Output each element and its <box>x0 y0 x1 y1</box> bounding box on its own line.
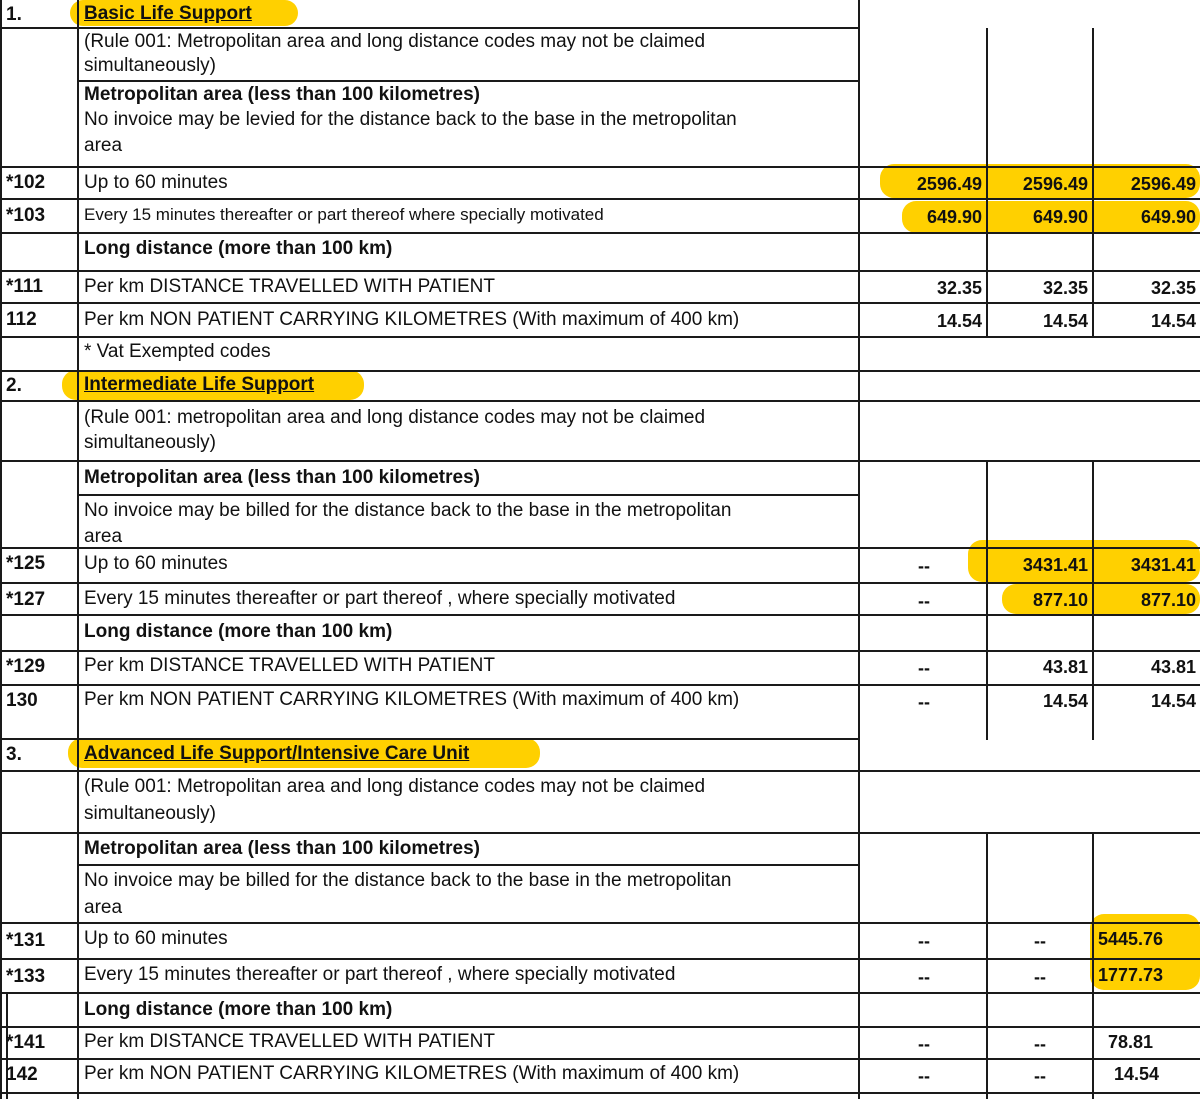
value-cell: 649.90 <box>1140 207 1196 227</box>
value-cell: 3431.41 <box>1022 555 1088 575</box>
value-cell: -- <box>918 1066 930 1086</box>
description-cell: Per km DISTANCE TRAVELLED WITH PATIENT <box>84 276 496 297</box>
metro-note: area <box>84 135 123 156</box>
description-cell: Up to 60 minutes <box>84 928 228 949</box>
grid-line <box>0 400 1200 402</box>
value-cell: -- <box>918 931 930 951</box>
grid-line <box>0 582 1200 584</box>
grid-line <box>0 1092 1200 1094</box>
description-cell: Per km NON PATIENT CARRYING KILOMETRES (With maximum of 400 km) <box>84 309 740 330</box>
rule-text: (Rule 001: Metropolitan area and long distance codes may not be claimed <box>84 776 706 797</box>
grid-line <box>0 232 1200 234</box>
long-heading: Long distance (more than 100 km) <box>84 621 393 642</box>
code-cell: *129 <box>6 656 46 677</box>
description-cell: Every 15 minutes thereafter or part thereof , where specially motivated <box>84 964 676 985</box>
code-cell: *133 <box>6 966 46 987</box>
value-cell: 2596.49 <box>1022 174 1088 194</box>
footnote: * Vat Exempted codes <box>84 341 271 362</box>
value-cell: -- <box>918 1034 930 1054</box>
value-cell: 43.81 <box>1150 657 1196 677</box>
long-heading: Long distance (more than 100 km) <box>84 999 393 1020</box>
grid-line <box>0 738 860 740</box>
metro-note: area <box>84 526 123 547</box>
grid-line <box>0 922 1200 924</box>
grid-line <box>0 370 1200 372</box>
grid-line <box>0 1058 1200 1060</box>
value-cell: 32.35 <box>1042 278 1088 298</box>
value-cell: 649.90 <box>926 207 982 227</box>
rule-text: simultaneously) <box>84 803 216 824</box>
description-cell: Up to 60 minutes <box>84 172 228 193</box>
rule-text: simultaneously) <box>84 432 216 453</box>
description-cell: Per km NON PATIENT CARRYING KILOMETRES (With maximum of 400 km) <box>84 689 740 710</box>
grid-line <box>0 27 860 29</box>
grid-line <box>0 302 1200 304</box>
value-cell: 2596.49 <box>916 174 982 194</box>
metro-note: No invoice may be levied for the distance back to the base in the metropolitan <box>84 109 737 130</box>
value-cell: -- <box>918 967 930 987</box>
value-cell: -- <box>1034 1066 1046 1086</box>
grid-line <box>77 0 79 1099</box>
grid-line <box>0 336 1200 338</box>
grid-line <box>0 650 1200 652</box>
code-cell: *102 <box>6 172 46 193</box>
value-cell: -- <box>918 658 930 678</box>
code-cell: *127 <box>6 589 46 610</box>
rule-text: (Rule 001: metropolitan area and long distance codes may not be claimed <box>84 407 706 428</box>
code-cell: *131 <box>6 930 46 951</box>
value-cell: -- <box>918 692 930 712</box>
grid-line <box>0 547 1200 549</box>
grid-line <box>0 614 1200 616</box>
rule-text: (Rule 001: Metropolitan area and long distance codes may not be claimed <box>84 31 706 52</box>
grid-line <box>0 460 1200 462</box>
value-cell: 32.35 <box>936 278 982 298</box>
value-cell: 1777.73 <box>1098 965 1164 985</box>
section-title: Intermediate Life Support <box>84 374 315 395</box>
metro-heading: Metropolitan area (less than 100 kilometres) <box>84 838 480 859</box>
grid-line <box>0 992 1200 994</box>
value-cell: 14.54 <box>936 311 982 331</box>
code-cell: *111 <box>6 276 43 297</box>
grid-line <box>1092 832 1094 1099</box>
code-cell: *125 <box>6 553 46 574</box>
grid-line <box>0 832 1200 834</box>
metro-heading: Metropolitan area (less than 100 kilometres) <box>84 467 480 488</box>
grid-line <box>0 198 1200 200</box>
section-number: 1. <box>6 4 22 25</box>
metro-note: No invoice may be billed for the distance back to the base in the metropolitan <box>84 870 732 891</box>
value-cell: 877.10 <box>1032 590 1088 610</box>
description-cell: Every 15 minutes thereafter or part thereof where specially motivated <box>84 205 604 224</box>
value-cell: 43.81 <box>1042 657 1088 677</box>
value-cell: -- <box>1034 931 1046 951</box>
value-cell: 5445.76 <box>1098 929 1164 949</box>
rule-text: simultaneously) <box>84 55 216 76</box>
value-cell: -- <box>1034 1034 1046 1054</box>
grid-line <box>0 684 1200 686</box>
code-cell: *103 <box>6 205 46 226</box>
grid-line <box>78 80 860 82</box>
value-cell: 649.90 <box>1032 207 1088 227</box>
value-cell: 32.35 <box>1150 278 1196 298</box>
metro-note: No invoice may be billed for the distance back to the base in the metropolitan <box>84 500 732 521</box>
section-number: 2. <box>6 375 22 396</box>
grid-line <box>0 270 1200 272</box>
value-cell: 14.54 <box>1150 311 1196 331</box>
value-cell: 14.54 <box>1042 691 1088 711</box>
value-cell: 14.54 <box>1114 1064 1160 1084</box>
value-cell: 877.10 <box>1140 590 1196 610</box>
value-cell: 2596.49 <box>1130 174 1196 194</box>
description-cell: Per km DISTANCE TRAVELLED WITH PATIENT <box>84 655 496 676</box>
code-cell: 130 <box>6 690 38 711</box>
grid-line <box>0 0 2 1099</box>
grid-line <box>0 958 1200 960</box>
metro-heading: Metropolitan area (less than 100 kilometres) <box>84 84 480 105</box>
value-cell: -- <box>918 556 930 576</box>
value-cell: -- <box>1034 967 1046 987</box>
description-cell: Per km DISTANCE TRAVELLED WITH PATIENT <box>84 1031 496 1052</box>
value-cell: 78.81 <box>1108 1032 1154 1052</box>
value-cell: 14.54 <box>1042 311 1088 331</box>
description-cell: Per km NON PATIENT CARRYING KILOMETRES (With maximum of 400 km) <box>84 1063 740 1084</box>
value-cell: 14.54 <box>1150 691 1196 711</box>
section-number: 3. <box>6 744 22 765</box>
code-cell: 142 <box>6 1064 38 1085</box>
value-cell: -- <box>918 591 930 611</box>
grid-line <box>78 864 860 866</box>
code-cell: 112 <box>6 309 37 330</box>
section-title: Basic Life Support <box>84 3 252 24</box>
value-cell: 3431.41 <box>1130 555 1196 575</box>
description-cell: Up to 60 minutes <box>84 553 228 574</box>
code-cell: *141 <box>6 1032 46 1053</box>
description-cell: Every 15 minutes thereafter or part thereof , where specially motivated <box>84 588 676 609</box>
grid-line <box>0 1026 1200 1028</box>
grid-line <box>78 494 860 496</box>
section-title: Advanced Life Support/Intensive Care Unit <box>84 743 470 764</box>
long-heading: Long distance (more than 100 km) <box>84 238 393 259</box>
grid-line <box>0 166 1200 168</box>
grid-line <box>0 770 1200 772</box>
metro-note: area <box>84 897 123 918</box>
